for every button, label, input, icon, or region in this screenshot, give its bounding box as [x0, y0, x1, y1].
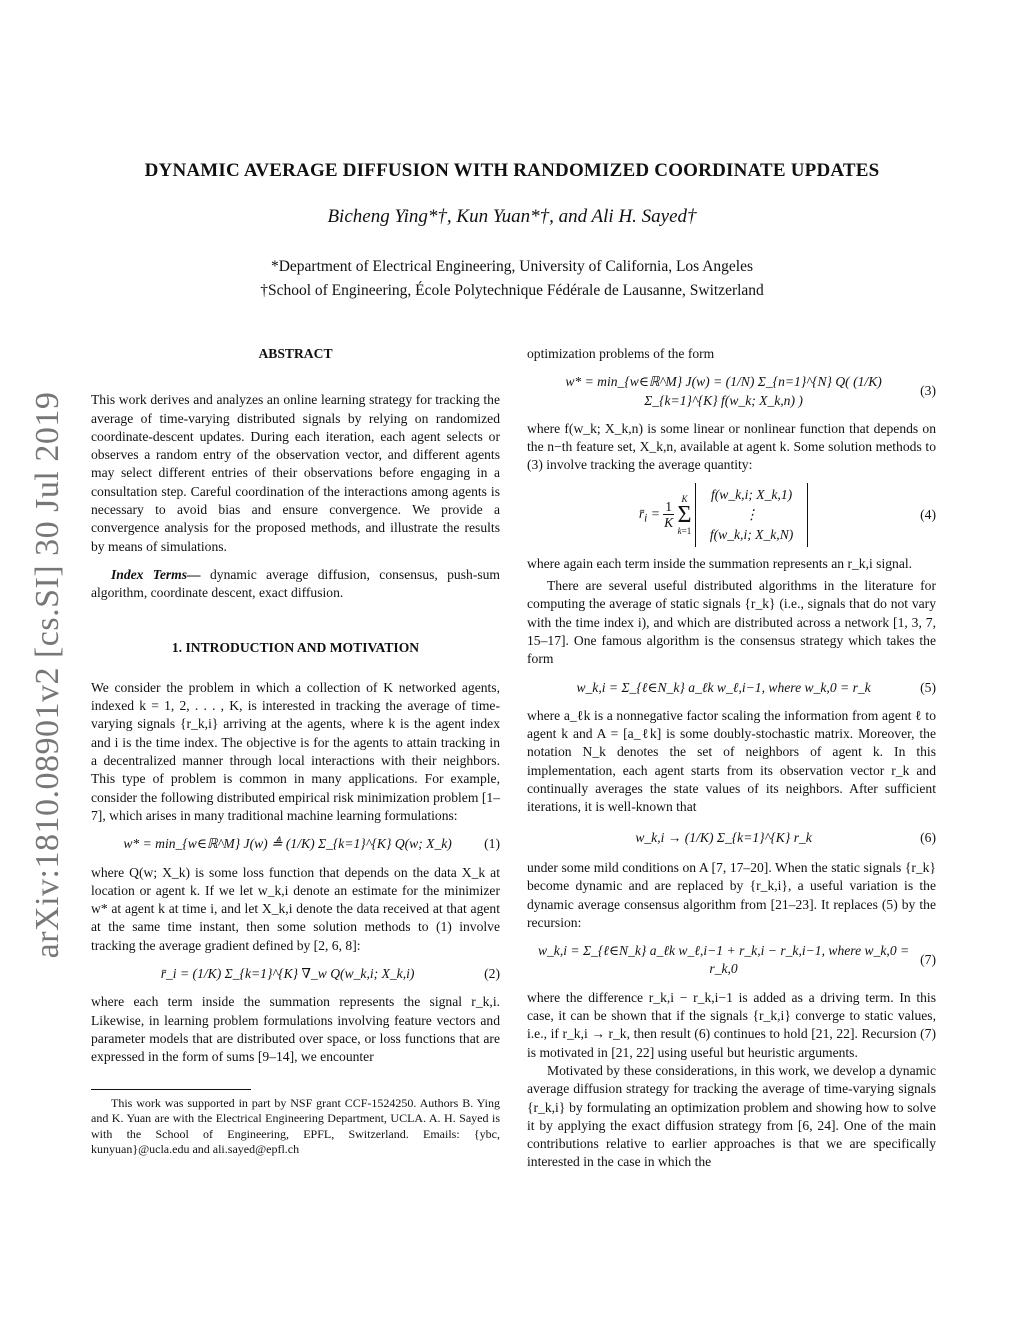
paper-title: DYNAMIC AVERAGE DIFFUSION WITH RANDOMIZED COORDINATE UPDATES — [144, 160, 880, 181]
right-paragraph-5: under some mild conditions on A [7, 17–20]. When the static signals {r_k} become dynamic and are replaced by {r_k,i}, a useful variation is the dynamic average consensus algorithm from [21–23]. It replaces (5) by the recursion: — [527, 859, 936, 930]
right-paragraph-3: There are several useful distributed algorithms in the literature for computing the average of static signals {r_k} (i.e., signals that do not vary with the time index i), and which are distributed across a network [1, 3, 7, 15–17]. One famous algorithm is the consensus strategy which takes the form — [527, 578, 936, 667]
equation-4-sum: K Σ k=1 — [677, 493, 692, 536]
index-terms-text: dynamic average diffusion, consensus, push-sum algorithm, coordinate descent, exact diffusion. — [91, 566, 501, 601]
equation-2 — [91, 965, 500, 983]
right-paragraph-6: where the difference r_k,i − r_k,i−1 is added as a driving term. In this case, it can be shown that if the signals {r_k,i} converge to static values, i.e., if r_k,i → r_k, then result (6) continues to hold [21, 22]. Recursion (7) is motivated in [21, 22] using useful but heuristic arguments. — [527, 989, 936, 1060]
paper-authors: Bicheng Ying*†, Kun Yuan*†, and Ali H. Sayed† — [327, 206, 697, 227]
arxiv-identifier: arXiv:1810.08901v2 [cs.SI] 30 Jul 2019 — [29, 391, 66, 959]
equation-3-body: w* = min_{w∈ℝ^M} J(w) = (1/N) Σ_{n=1}^{N} Q( (1/K) Σ_{k=1}^{K} f(w_k; X_k,n) ) — [565, 374, 882, 408]
right-paragraph-7: Motivated by these considerations, in this work, we develop a dynamic average diffusion strategy for tracking the average of time-varying signals {r_k,i} by formulating an optimization problem and showing how to solve it by applying the exact diffusion strategy from [6, 24]. One of the main contributions relative to earlier approaches is that we are specifically interested in the case in which the — [527, 1062, 936, 1170]
equation-4-dots: ⋮ — [744, 506, 759, 522]
right-column — [527, 345, 936, 1172]
left-column — [91, 345, 500, 1158]
index-terms-label: Index Terms— — [111, 566, 201, 582]
equation-4 — [527, 483, 936, 547]
right-paragraph-4: where a_ℓk is a nonnegative factor scaling the information from agent ℓ to agent k and A = [a_ℓk] is some doubly-stochastic matrix. Moreover, the notation N_k denotes the set of neighbors of agent k. In this implementation, each agent starts from its observation vector r_k and continually averages the state values of its neighbors. After sufficient iterations, it is well-known that — [527, 707, 936, 815]
equation-7 — [527, 942, 936, 979]
equation-3-number: (3) — [920, 383, 936, 399]
equation-3 — [527, 373, 936, 410]
right-paragraph-1: where f(w_k; X_k,n) is some linear or nonlinear function that depends on the n−th feature set, X_k,n, available at agent k. Some solution methods to (3) involve tracking the average quantity: — [527, 420, 936, 473]
equation-2-body: r̄_i = (1/K) Σ_{k=1}^{K} ∇_w Q(w_k,i; X_k,i) — [160, 966, 415, 982]
right-paragraph-0: optimization problems of the form — [527, 346, 715, 361]
intro-paragraph-3: where each term inside the summation represents the signal r_k,i. Likewise, in learning problem formulations involving feature vectors and parameter models that are distributed over space, or loss functions that are expressed in the form of sums [9–14], we encounter — [91, 994, 500, 1065]
equation-6 — [527, 829, 936, 847]
equation-6-body: w_k,i → (1/K) Σ_{k=1}^{K} r_k — [635, 829, 812, 845]
equation-4-body: $r̄_i$ = $\frac{1}{K}$ K Σ k=1 f(w_k,i; X_k,1) ⋮ f(w_k,i; X_k,N) — [527, 483, 920, 547]
equation-4-fraction: $\frac{1}{K}$ — [664, 499, 674, 531]
equation-4-top-entry: f(w_k,i; X_k,1) — [710, 486, 793, 502]
footnote-rule — [91, 1089, 251, 1090]
equation-5-body: w_k,i = Σ_{ℓ∈N_k} a_ℓk w_ℓ,i−1, where w_k,0 = r_k — [576, 679, 871, 695]
abstract-text: This work derives and analyzes an online learning strategy for tracking the average of time-varying distributed signals by relying on randomized coordinate-descent updates. During each iteration, each agent selects or observes a random entry of the observation vector, and different agents may select different entries of their observations before engaging in a consultation step. Careful coordination of the interactions among agents is necessary to avoid bias and ensure convergence. We provide a convergence analysis for the proposed methods, and illustrate the results by means of simulations. — [91, 392, 500, 554]
intro-heading: 1. INTRODUCTION AND MOTIVATION — [171, 639, 420, 655]
equation-4-number: (4) — [920, 506, 936, 522]
equation-4-matrix — [695, 483, 808, 547]
equation-7-body: w_k,i = Σ_{ℓ∈N_k} a_ℓk w_ℓ,i−1 + r_k,i − r_k,i−1, where w_k,0 = r_k,0 — [537, 943, 910, 977]
right-paragraph-2: where again each term inside the summation represents an r_k,i signal. — [527, 555, 913, 571]
equation-7-number: (7) — [920, 952, 936, 968]
equation-1-body: w* = min_{w∈ℝ^M} J(w) ≜ (1/K) Σ_{k=1}^{K} Q(w; X_k) — [123, 836, 452, 852]
affiliation-epfl: †School of Engineering, École Polytechnique Fédérale de Lausanne, Switzerland — [260, 282, 764, 299]
equation-5 — [527, 679, 936, 697]
equation-1 — [91, 835, 500, 853]
equation-1-number: (1) — [484, 836, 500, 852]
footnote: This work was supported in part by NSF grant CCF-1524250. Authors B. Ying and K. Yuan are with the Electrical Engineering Department, UCLA. A. H. Sayed is with the School of Engineering, EPFL, Switzerland. Emails: {ybc, kunyuan}@ucla.edu and ali.sayed@epfl.ch — [91, 1095, 500, 1156]
abstract-heading: ABSTRACT — [258, 346, 333, 361]
equation-6-number: (6) — [920, 829, 936, 845]
equation-4-bottom-entry: f(w_k,i; X_k,N) — [709, 526, 794, 542]
equation-2-number: (2) — [484, 966, 500, 982]
equation-5-number: (5) — [920, 679, 936, 695]
affiliation-ucla: *Department of Electrical Engineering, University of California, Los Angeles — [270, 258, 754, 275]
index-terms — [91, 566, 500, 603]
intro-paragraph-1: We consider the problem in which a collection of K networked agents, indexed k = 1, 2, . . . , K, is interested in tracking the average of time-varying signals {r_k,i} arriving at the agents, where k is the agent index and i is the time index. The objective is for the agents to attain tracking in a decentralized manner through local interactions with their neighbors. This type of problem is common in many applications. For example, consider the following distributed empirical risk minimization problem [1–7], which arises in many traditional machine learning formulations: — [91, 679, 500, 823]
intro-paragraph-2: where Q(w; X_k) is some loss function that depends on the data X_k at location or agent k. If we let w_k,i denote an estimate for the minimizer w* at agent k at time i, and let X_k,i denote the data received at that agent at the same time instant, then some solution methods to (1) involve tracking the average gradient defined by [2, 6, 8]: — [91, 864, 500, 953]
